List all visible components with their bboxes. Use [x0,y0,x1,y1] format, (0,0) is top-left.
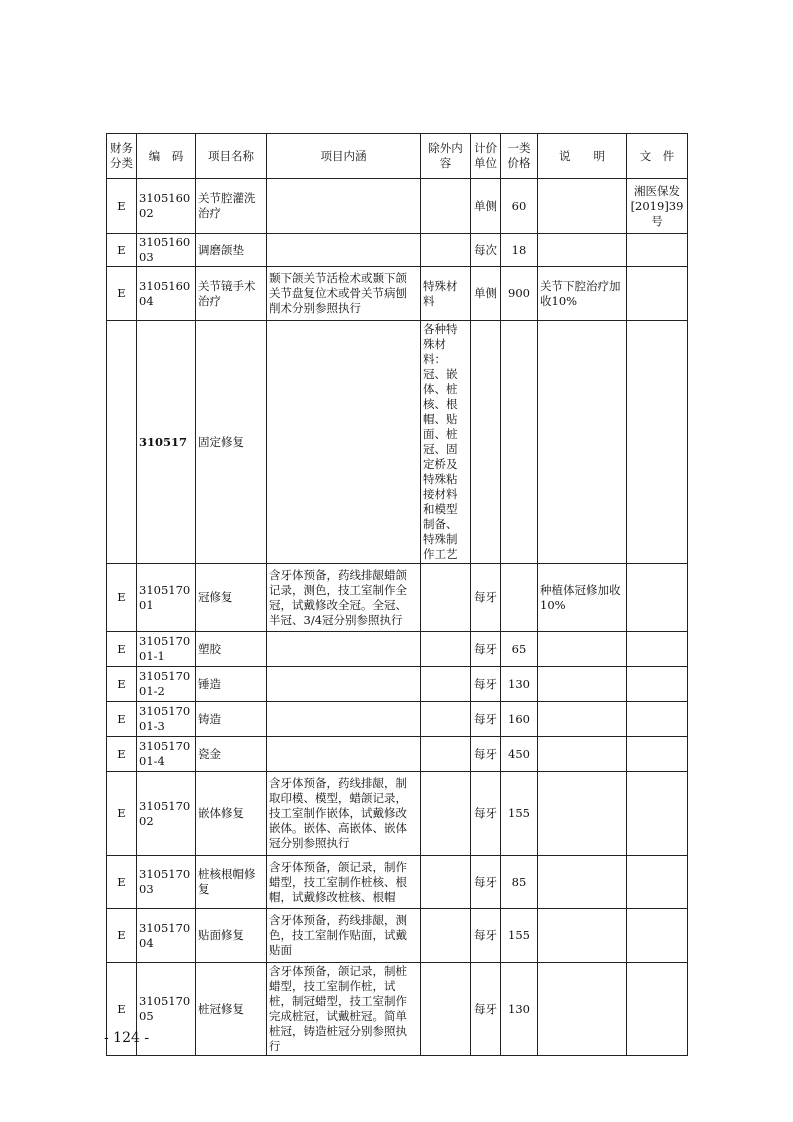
cell-file [627,963,688,1056]
cell-cat: E [107,856,137,909]
cell-price: 85 [501,856,538,909]
header-name: 项目名称 [196,134,267,179]
cell-content [267,667,421,702]
table-row [107,564,688,632]
cell-content: 含牙体预备，药线排龈，测色，技工室制作贴面，试戴贴面 [267,909,421,963]
cell-code: 310517005 [137,963,196,1056]
cell-code: 310517 [137,321,196,564]
cell-content [267,737,421,772]
cell-except [421,856,471,909]
cell-cat [107,321,137,564]
cell-file [627,632,688,667]
cell-file [627,856,688,909]
cell-except [421,234,471,267]
header-file: 文 件 [627,134,688,179]
table-row [107,772,688,856]
cell-code: 310517001-1 [137,632,196,667]
cell-code: 310516004 [137,267,196,321]
header-except: 除外内容 [421,134,471,179]
cell-note [538,909,627,963]
cell-name: 锤造 [196,667,267,702]
cell-code: 310517003 [137,856,196,909]
cell-unit: 每牙 [471,963,501,1056]
cell-except [421,702,471,737]
cell-name: 桩冠修复 [196,963,267,1056]
cell-cat: E [107,772,137,856]
cell-cat: E [107,234,137,267]
cell-except [421,667,471,702]
cell-except [421,909,471,963]
cell-note [538,632,627,667]
cell-note [538,321,627,564]
cell-unit: 每牙 [471,702,501,737]
cell-content [267,179,421,234]
cell-price: 130 [501,963,538,1056]
cell-except [421,564,471,632]
cell-file [627,772,688,856]
cell-cat: E [107,632,137,667]
cell-price: 155 [501,772,538,856]
header-unit: 计价单位 [471,134,501,179]
cell-content: 含牙体预备，颌记录，制桩蜡型，技工室制作桩，试桩，制冠蜡型，技工室制作完成桩冠，试戴桩冠。简单桩冠，铸造桩冠分别参照执行 [267,963,421,1056]
cell-file [627,234,688,267]
header-price: 一类价格 [501,134,538,179]
cell-content: 颞下颌关节活检术或颞下颌关节盘复位术或骨关节病刨削术分别参照执行 [267,267,421,321]
cell-file [627,267,688,321]
cell-except [421,179,471,234]
cell-unit: 每牙 [471,632,501,667]
header-cat: 财务分类 [107,134,137,179]
price-table [106,133,688,1056]
cell-price [501,321,538,564]
cell-note [538,963,627,1056]
cell-unit: 每牙 [471,772,501,856]
cell-name: 塑胶 [196,632,267,667]
cell-content [267,234,421,267]
cell-cat: E [107,702,137,737]
table-row [107,234,688,267]
header-code: 编 码 [137,134,196,179]
cell-file [627,737,688,772]
cell-except [421,632,471,667]
cell-cat: E [107,909,137,963]
cell-name: 关节腔灌洗治疗 [196,179,267,234]
cell-code: 310516003 [137,234,196,267]
cell-price: 900 [501,267,538,321]
cell-name: 冠修复 [196,564,267,632]
cell-file [627,564,688,632]
cell-unit: 单侧 [471,267,501,321]
cell-note [538,234,627,267]
table-row [107,267,688,321]
cell-except [421,963,471,1056]
cell-note: 关节下腔治疗加收10% [538,267,627,321]
cell-price: 18 [501,234,538,267]
cell-price: 450 [501,737,538,772]
cell-file [627,321,688,564]
cell-code: 310516002 [137,179,196,234]
table-row [107,856,688,909]
cell-price: 65 [501,632,538,667]
cell-cat: E [107,179,137,234]
table-row [107,179,688,234]
cell-name: 嵌体修复 [196,772,267,856]
cell-code: 310517001 [137,564,196,632]
cell-file [627,702,688,737]
cell-price: 130 [501,667,538,702]
cell-note [538,856,627,909]
cell-content [267,632,421,667]
cell-note [538,179,627,234]
cell-unit: 每次 [471,234,501,267]
cell-unit [471,321,501,564]
table-row [107,909,688,963]
cell-cat: E [107,667,137,702]
page-number: - 124 - [104,1030,150,1046]
header-note: 说 明 [538,134,627,179]
cell-note [538,737,627,772]
table-row [107,632,688,667]
cell-file: 湘医保发[2019]39号 [627,179,688,234]
table-row [107,702,688,737]
cell-note [538,667,627,702]
cell-price: 155 [501,909,538,963]
cell-unit: 每牙 [471,564,501,632]
cell-name: 瓷金 [196,737,267,772]
header-content: 项目内涵 [267,134,421,179]
cell-content: 含牙体预备，颌记录，制作蜡型，技工室制作桩核、根帽，试戴修改桩核、根帽 [267,856,421,909]
cell-content: 含牙体预备，药线排龈蜡颌记录，测色，技工室制作全冠，试戴修改全冠。全冠、半冠、3/4冠分别参照执行 [267,564,421,632]
cell-unit: 每牙 [471,667,501,702]
cell-unit: 每牙 [471,909,501,963]
cell-code: 310517002 [137,772,196,856]
cell-unit: 每牙 [471,856,501,909]
cell-file [627,909,688,963]
cell-name: 调磨颌垫 [196,234,267,267]
table-row [107,963,688,1056]
cell-price: 160 [501,702,538,737]
cell-name: 关节镜手术治疗 [196,267,267,321]
cell-code: 310517004 [137,909,196,963]
cell-note [538,772,627,856]
cell-code: 310517001-3 [137,702,196,737]
cell-code: 310517001-4 [137,737,196,772]
cell-except [421,772,471,856]
cell-unit: 每牙 [471,737,501,772]
cell-price: 60 [501,179,538,234]
cell-name: 桩核根帽修复 [196,856,267,909]
cell-name: 铸造 [196,702,267,737]
header-row [107,134,688,179]
table-row [107,667,688,702]
table-row [107,737,688,772]
cell-price [501,564,538,632]
cell-cat: E [107,963,137,1056]
cell-cat: E [107,267,137,321]
cell-content [267,321,421,564]
cell-except: 特殊材料 [421,267,471,321]
cell-code: 310517001-2 [137,667,196,702]
cell-except: 各种特殊材料：冠、嵌体、桩核、根帽、贴面、桩冠、固定桥及特殊粘接材料和模型制备、特殊制作工艺 [421,321,471,564]
cell-name: 固定修复 [196,321,267,564]
cell-content: 含牙体预备，药线排龈，制取印模、模型，蜡颌记录，技工室制作嵌体，试戴修改嵌体。嵌体、高嵌体、嵌体冠分别参照执行 [267,772,421,856]
cell-file [627,667,688,702]
table-row [107,321,688,564]
cell-unit: 单侧 [471,179,501,234]
cell-content [267,702,421,737]
cell-name: 贴面修复 [196,909,267,963]
cell-cat: E [107,737,137,772]
cell-note: 种植体冠修加收10% [538,564,627,632]
cell-note [538,702,627,737]
cell-except [421,737,471,772]
cell-cat: E [107,564,137,632]
